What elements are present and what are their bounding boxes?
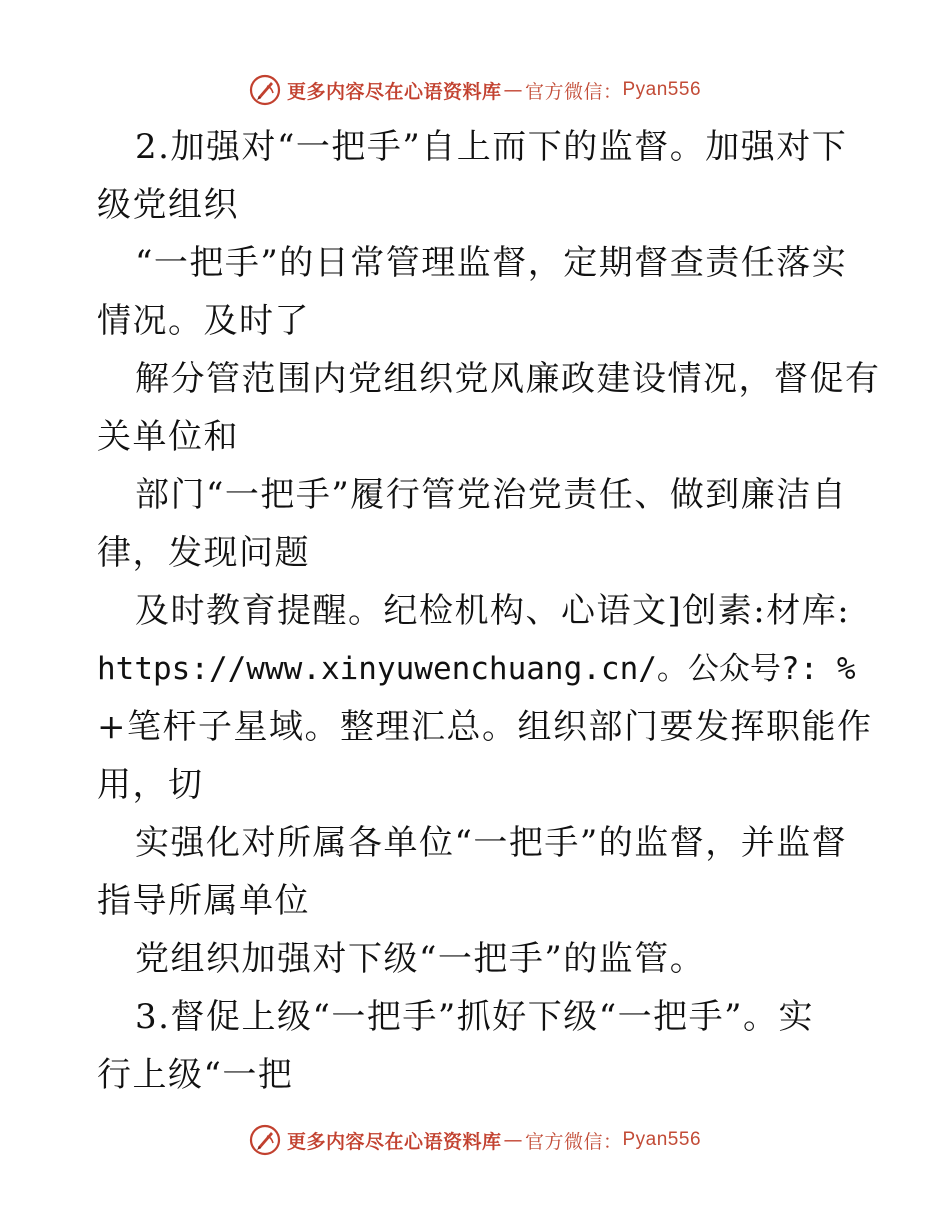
quill-pen-logo-icon <box>249 1124 281 1156</box>
text-line-url: https://www.xinyuwenchuang.cn/。公众号?: % <box>97 651 856 687</box>
text-line: 部门“一把手”履行管党治党责任、做到廉洁自 <box>135 475 848 515</box>
document-body <box>97 118 881 1104</box>
text-line: 指导所属单位 <box>97 881 310 921</box>
text-line: 用，切 <box>97 765 204 805</box>
watermark-contact-label: 官方微信： <box>524 1130 623 1153</box>
watermark-contact-label: 官方微信： <box>524 80 623 103</box>
text-line: 及时教育提醒。纪检机构、心语文]创素:材库: <box>135 591 851 631</box>
header-watermark <box>0 70 950 110</box>
text-line: +笔杆子星域。整理汇总。组织部门要发挥职能作 <box>97 707 873 747</box>
watermark-handle: Pyan556 <box>622 1129 702 1150</box>
watermark-dash: — <box>503 1129 523 1151</box>
text-line: “一把手”的日常管理监督，定期督查责任落实 <box>135 243 848 283</box>
text-line: 行上级“一把 <box>97 1055 294 1095</box>
text-line: 2.加强对“一把手”自上而下的监督。加强对下 <box>135 127 848 167</box>
text-line: 关单位和 <box>97 417 239 457</box>
watermark-brand: 更多内容尽在心语资料库 <box>286 80 502 103</box>
watermark-handle: Pyan556 <box>622 79 702 100</box>
text-line: 情况。及时了 <box>97 301 310 341</box>
watermark-brand: 更多内容尽在心语资料库 <box>286 1130 502 1153</box>
quill-pen-logo-icon <box>249 74 281 106</box>
text-line: 级党组织 <box>97 185 239 225</box>
watermark-text <box>287 77 701 104</box>
text-line: 3.督促上级“一把手”抓好下级“一把手”。实 <box>135 997 814 1037</box>
text-line: 实强化对所属各单位“一把手”的监督，并监督 <box>135 823 848 863</box>
footer-watermark <box>0 1120 950 1160</box>
watermark-dash: — <box>503 79 523 101</box>
text-line: 党组织加强对下级“一把手”的监管。 <box>135 939 706 979</box>
text-line: 律，发现问题 <box>97 533 310 573</box>
text-line: 解分管范围内党组织党风廉政建设情况，督促有 <box>135 359 881 399</box>
watermark-text <box>287 1127 701 1154</box>
